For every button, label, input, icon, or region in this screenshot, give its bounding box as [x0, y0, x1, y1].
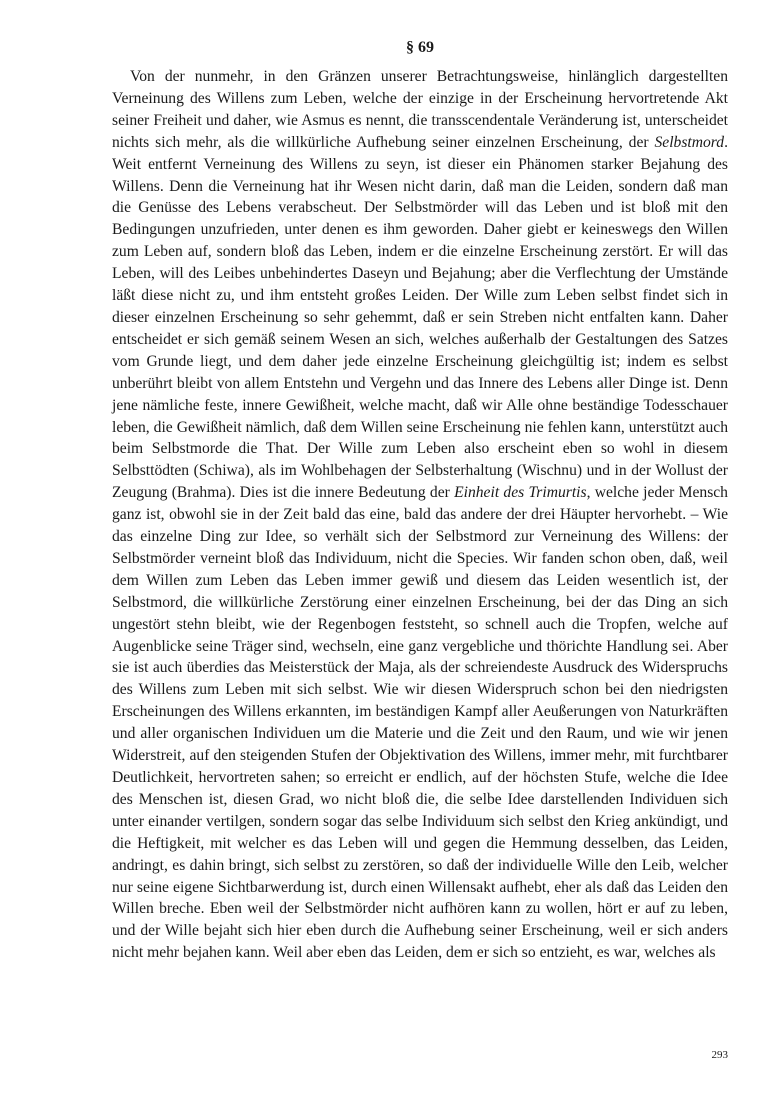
- paragraph-text-part-3: , welche jeder Mensch ganz ist, obwohl sie in der Zeit bald das eine, bald das andere der drei Häupter hervorhebt. – Wie das einzelne Ding zur Idee, so verhält sich der Selbstmord zur Verneinung des Willens: der Selbstmörder verneint bloß das Individuum, nicht die Species. Wir fanden schon oben, daß, weil dem Willen zum Leben das Leben immer gewiß und diesem das Leiden wesentlich ist, der Selbstmord, die willkürliche Zerstörung einer einzelnen Erscheinung, bei der das Ding an sich ungestört stehn bleibt, wie der Regenbogen feststeht, so schnell auch die Tropfen, welche auf Augenblicke seine Träger sind, wechseln, eine ganz vergebliche und thörichte Handlung sei. Aber sie ist auch überdies das Meisterstück der Maja, als der schreiendeste Ausdruck des Widerspruchs des Willens zum Leben mit sich selbst. Wie wir diesen Widerspruch schon bei den niedrigsten Erscheinungen des Willens erkannten, im beständigen Kampf aller Aeußerungen von Naturkräften und aller organischen Individuen um die Materie und die Zeit und den Raum, und wie wir jenen Widerstreit, auf den steigenden Stufen der Objektivation des Willens, immer mehr, mit furchtbarer Deutlichkeit, hervortreten sahen; so erreicht er endlich, auf der höchsten Stufe, welche die Idee des Menschen ist, diesen Grad, wo nicht bloß die, die selbe Idee darstellenden Individuen sich unter einander vertilgen, sondern sogar das selbe Individuum sich selbst den Krieg ankündigt, und die Heftigkeit, mit welcher es das Leben will und gegen die Hemmung desselben, das Leiden, andringt, es dahin bringt, sich selbst zu zerstören, so daß der individuelle Wille den Leib, welcher nur seine eigene Sichtbarwerdung ist, durch einen Willensakt aufhebt, eher als daß das Leiden den Willen breche. Eben weil der Selbstmörder nicht aufhören kann zu wollen, hört er auf zu leben, und der Wille bejaht sich hier eben durch die Aufhebung seiner Erscheinung, weil er sich anders nicht mehr bejahen kann. Weil aber eben das Leiden, dem er sich so entzieht, es war, welches als: [112, 484, 728, 962]
- emphasis-selbstmord: Selbstmord: [654, 133, 725, 151]
- section-heading: § 69: [406, 39, 434, 56]
- page-body: [112, 38, 728, 964]
- main-paragraph: [112, 66, 728, 964]
- page-number: 293: [711, 1049, 728, 1061]
- paragraph-text-part-1: Von der nunmehr, in den Gränzen unserer Betrachtungsweise, hinlänglich dargestellten Verneinung des Willens zum Leben, welche der einzige in der Erscheinung hervortretende Akt seiner Freiheit und daher, wie Asmus es nennt, die transscendentale Veränderung ist, unterscheidet nichts sich mehr, als die willkürliche Aufhebung seiner einzelnen Erscheinung, der: [112, 68, 728, 151]
- paragraph-text-part-2: . Weit entfernt Verneinung des Willens zu seyn, ist dieser ein Phänomen starker Bejahung des Willens. Denn die Verneinung hat ihr Wesen nicht darin, daß man die Leiden, sondern daß man die Genüsse des Lebens verabscheut. Der Selbstmörder will das Leben und ist bloß mit den Bedingungen unzufrieden, unter denen es ihm geworden. Daher giebt er keineswegs den Willen zum Leben auf, sondern bloß das Leben, indem er die einzelne Erscheinung zerstört. Er will das Leben, will des Leibes unbehindertes Daseyn und Bejahung; aber die Verflechtung der Umstände läßt diese nicht zu, und ihm entsteht großes Leiden. Der Wille zum Leben selbst findet sich in dieser einzelnen Erscheinung so sehr gehemmt, daß er sein Streben nicht entfalten kann. Daher entscheidet er sich gemäß seinem Wesen an sich, welches außerhalb der Gestaltungen des Satzes vom Grunde liegt, und dem daher jede einzelne Erscheinung gleichgültig ist; indem es selbst unberührt bleibt von allem Entstehn und Vergehn und das Innere des Lebens aller Dinge ist. Denn jene nämliche feste, innere Gewißheit, welche macht, daß wir Alle ohne beständige Todesschauer leben, die Gewißheit nämlich, daß dem Willen seine Erscheinung nie fehlen kann, unterstützt auch beim Selbstmorde die That. Der Wille zum Leben also erscheint eben so wohl in diesem Selbsttödten (Schiwa), als im Wohlbehagen der Selbsterhaltung (Wischnu) und in der Wollust der Zeugung (Brahma). Dies ist die innere Bedeutung der: [112, 133, 728, 502]
- emphasis-einheit-des-trimurtis: Einheit des Trimurtis: [454, 484, 587, 502]
